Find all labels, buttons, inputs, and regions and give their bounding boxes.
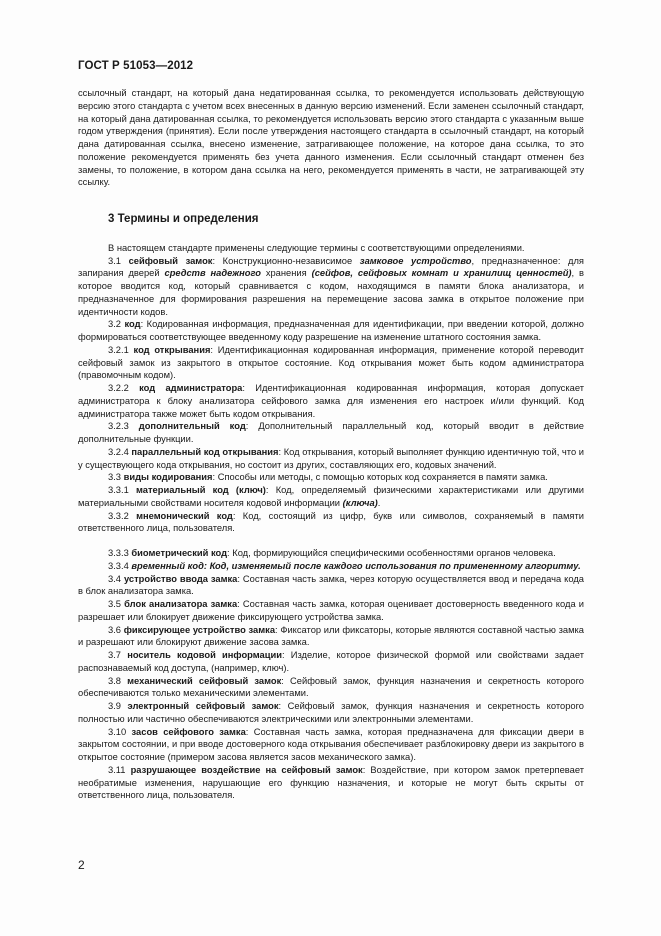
term-definition: Фиксатор или фиксаторы, которые являются составной частью замка и разрешают или блокируют движение засова замка. — [78, 624, 584, 648]
term-entry: 3.9 электронный сейфовый замок: Сейфовый замок, функция назначения и секретность которого полностью или частично обеспечиваются электрическими или электронными элементами. — [78, 701, 584, 724]
term-entry: 3.11 разрушающее воздействие на сейфовый замок: Воздействие, при котором замок претерпевает необратимые изменения, нарушающие его функцию назначения, и которые не могут быть скрыты от ответственного лица, пользователя. — [78, 764, 584, 801]
term-definition: Сейфовый замок, функция назначения и секретность которого полностью или частично обеспечиваются электрическими или электронными элементами. — [78, 701, 584, 724]
intro-paragraph: ссылочный стандарт, на который дана недатированная ссылка, то рекомендуется использовать действующую версию этого стандарта с учетом всех внесенных в данную версию изменений. Если заменен ссылочный стандарт, на который дана датированная ссылка, то рекомендуется использовать версию этого стандарта с указанным выше годом утверждения (принятия). Если после утверждения настоящего стандарта в ссылочный стандарт, на который дана датированная ссылка, внесено изменение, затрагивающее положение, на которое дана ссылка, то это положение рекомендуется применять без учета данного изменения. Если ссылочный стандарт отменен без замены, то положение, в котором дана ссылка на него, рекомендуется применять в части, не затрагивающей эту ссылку. — [78, 88, 584, 188]
term-number: 3.3.2 — [108, 510, 129, 521]
term-definition: Воздействие, при котором замок претерпевает необратимые изменения, нарушающие его функцию назначения, и которые не могут быть скрыты от ответственного лица, пользователя. — [78, 764, 584, 801]
term-definition: Код открывания, который выполняет функцию идентичную той, что и у существующего кода открывания, но состоит из других, составляющих его, кодовых значений. — [78, 446, 584, 470]
term-definition: Способы или методы, с помощью которых код сохраняется в памяти замка. — [217, 472, 548, 483]
term-name: блок анализатора замка — [124, 599, 238, 609]
document-body — [78, 87, 584, 802]
term-entry: 3.3.4 временный код: Код, изменяемый после каждого использования по примененному алгоритму. — [108, 560, 581, 571]
term-number: 3.1 — [108, 255, 121, 266]
term-entry: 3.6 фиксирующее устройство замка: Фиксатор или фиксаторы, которые являются составной частью замка и разрешают или блокируют движение засова замка. — [78, 624, 584, 648]
term-name: код администратора — [139, 383, 243, 393]
term-name: фиксирующее устройство замка — [123, 624, 276, 635]
term-number: 3.3.4 — [108, 560, 129, 571]
term-number: 3.6 — [108, 624, 121, 635]
term-entry: 3.2.4 параллельный код открывания: Код открывания, который выполняет функцию идентичную той, что и у существующего кода открывания, но состоит из других, составляющих его, кодовых значений. — [78, 446, 584, 470]
term-name: дополнительный код — [138, 421, 246, 432]
term-entry: 3.5 блок анализатора замка: Составная часть замка, которая оценивает достоверность введенного кода и разрешает или блокирует движение фиксирующего устройства замка. — [78, 599, 584, 622]
term-entry: 3.4 устройство ввода замка: Составная часть замка, через которую осуществляется ввод и передача кода в блок анализатора замка. — [78, 573, 584, 597]
term-definition: Дополнительный параллельный код, который вводит в действие дополнительные функции. — [78, 421, 584, 444]
term-number: 3.10 — [108, 726, 127, 737]
term-name: устройство ввода замка — [123, 573, 238, 584]
term-name: сейфовый замок — [128, 255, 213, 266]
term-number: 3.5 — [108, 599, 121, 609]
term-definition: Составная часть замка, которая предназначена для фиксации двери в закрытом состоянии, и при вводе достоверного кода открывания обеспечивает разблокировку двери из закрытого в открытое состояние (примером засова является засов механического замка). — [78, 726, 585, 762]
term-definition: Составная часть замка, которая оценивает достоверность введенного кода и разрешает или блокирует движение фиксирующего устройства замка. — [78, 599, 584, 622]
term-name: виды кодирования — [123, 472, 213, 483]
term-entry: 3.2 код: Кодированная информация, предназначенная для идентификации, при введении которой, должно формироваться соответствующее введенному коду разрешение на изменение штатного состояния замка. — [78, 319, 584, 342]
term-definition: Сейфовый замок, функция назначения и секретность которого обеспечиваются только механическими элементами. — [78, 675, 584, 699]
term-name: материальный код (ключ) — [136, 485, 266, 495]
term-definition: Кодированная информация, предназначенная для идентификации, при введении которой, должно формироваться соответствующее введенному коду разрешение на изменение штатного состояния замка. — [78, 319, 584, 342]
term-number: 3.2.4 — [108, 446, 129, 457]
section-title: 3 Термины и определения — [108, 213, 259, 225]
term-definition: Идентификационная кодированная информация, которая допускает администратора к блоку анализатора сейфового замка для изменения его настроек и/или функций. Код администратора также может быть кодом открывания. — [78, 383, 584, 419]
spacer — [78, 535, 584, 547]
term-entry: 3.3 виды кодирования: Способы или методы, с помощью которых код сохраняется в памяти замка. — [108, 472, 548, 483]
term-name: разрушающее воздействие на сейфовый замок — [130, 764, 363, 775]
term-number: 3.3.3 — [108, 548, 129, 558]
term-entry: 3.3.2 мнемонический код: Код, состоящий из цифр, букв или символов, сохраняемый в памяти ответственного лица, пользователя. — [78, 510, 584, 534]
term-entry: 3.1 сейфовый замок: Конструкционно-независимое замковое устройство, предназначенное: для запирания дверей средств надежного хранения (сейфов, сейфовых комнат и хранилищ ценностей), в которое вводится код, который сравнивается с кодом, находящимся в памяти блока анализатора, и предназначенное для формирования разрешения на перемещение засова замка в открытое положение при идентичности кодов. — [78, 255, 584, 317]
term-name: код — [124, 319, 141, 330]
term-entry: 3.7 носитель кодовой информации: Изделие, которое физической формой или свойствами задает распознаваемый код доступа, (например, ключ). — [78, 650, 584, 673]
term-name: носитель кодовой информации — [127, 650, 282, 660]
term-definition: , предназначенное: для запирания дверей — [78, 255, 584, 279]
term-name: временный код — [131, 560, 204, 571]
term-entry: 3.3.3 биометрический код: Код, формирующийся специфическими особенностями органов человека. — [108, 548, 556, 558]
term-number: 3.7 — [108, 650, 121, 660]
term-name: засов сейфового замка — [131, 726, 246, 737]
term-number: 3.2.3 — [108, 421, 129, 432]
term-number: 3.3 — [108, 472, 121, 483]
term-definition: хранения — [260, 268, 312, 279]
term-number: 3.2 — [108, 319, 121, 330]
term-number: 3.2.1 — [108, 344, 129, 355]
term-name: параллельный код открывания — [131, 446, 279, 457]
term-entry: 3.2.3 дополнительный код: Дополнительный параллельный код, который вводит в действие дополнительные функции. — [78, 421, 584, 444]
term-name: механический сейфовый замок — [127, 675, 282, 686]
term-emphasis: (сейфов, сейфовых комнат и хранилищ ценностей) — [311, 268, 572, 279]
term-emphasis: средств надежного — [164, 268, 261, 279]
term-entry: 3.8 механический сейфовый замок: Сейфовый замок, функция назначения и секретность которого обеспечиваются только механическими элементами. — [78, 675, 584, 699]
term-definition: Код, формирующийся специфическими особенностями органов человека. — [232, 548, 556, 558]
page-number: 2 — [78, 858, 85, 872]
document-header: ГОСТ Р 51053—2012 — [78, 60, 194, 72]
term-entry: 3.3.1 материальный код (ключ): Код, определяемый физическими характеристиками или другими материальными свойствами носителя кодовой информации (ключа). — [78, 485, 584, 508]
term-number: 3.3.1 — [108, 485, 129, 495]
term-name: код открывания — [133, 344, 211, 355]
term-entry: 3.2.2 код администратора: Идентификационная кодированная информация, которая допускает администратора к блоку анализатора сейфового замка для изменения его настроек и/или функций. Код администратора также может быть кодом открывания. — [78, 383, 584, 419]
term-number: 3.4 — [108, 573, 121, 584]
term-definition: Изделие, которое физической формой или свойствами задает распознаваемый код доступа, (например, ключ). — [78, 650, 584, 673]
term-name: электронный сейфовый замок — [127, 701, 279, 711]
term-definition: Идентификационная кодированная информация, применение которой переводит сейфовый замок из закрытого в открытое состояние. Код открывания может быть кодом администратора (правомочным кодом). — [78, 344, 584, 381]
term-number: 3.9 — [108, 701, 121, 711]
term-number: 3.2.2 — [108, 383, 129, 393]
term-definition: Код, состоящий из цифр, букв или символов, сохраняемый в памяти ответственного лица, пользователя. — [78, 510, 584, 534]
term-name: биометрический код — [131, 548, 228, 558]
term-definition: . — [377, 497, 381, 508]
term-number: 3.8 — [108, 675, 121, 686]
term-definition: Конструкционно-независимое — [222, 255, 360, 266]
term-name: мнемонический код — [136, 510, 233, 521]
term-emphasis: замковое устройство — [359, 255, 472, 266]
section-intro: В настоящем стандарте применены следующие термины с соответствующими определениями. — [108, 242, 525, 253]
term-definition: , в которое вводится код, который сравнивается с кодом, находящимся в памяти блока анализатора, и предназначенное для формирования разрешения на перемещение засова замка в открытое положение при идентичности кодов. — [78, 268, 584, 317]
term-definition: Код, изменяемый после каждого использования по примененному алгоритму. — [209, 560, 581, 571]
term-number: 3.11 — [108, 764, 126, 775]
term-entry: 3.2.1 код открывания: Идентификационная кодированная информация, применение которой переводит сейфовый замок из закрытого в открытое состояние. Код открывания может быть кодом администратора (правомочным кодом). — [78, 344, 584, 381]
term-emphasis: (ключа) — [342, 497, 378, 508]
term-definition: Код, определяемый физическими характеристиками или другими материальными свойствами носителя кодовой информации — [78, 485, 584, 508]
term-definition: Составная часть замка, через которую осуществляется ввод и передача кода в блок анализатора замка. — [78, 573, 584, 597]
term-entry: 3.10 засов сейфового замка: Составная часть замка, которая предназначена для фиксации двери в закрытом состоянии, и при вводе достоверного кода открывания обеспечивает разблокировку двери из закрытого в открытое состояние (примером засова является засов механического замка). — [78, 726, 585, 762]
